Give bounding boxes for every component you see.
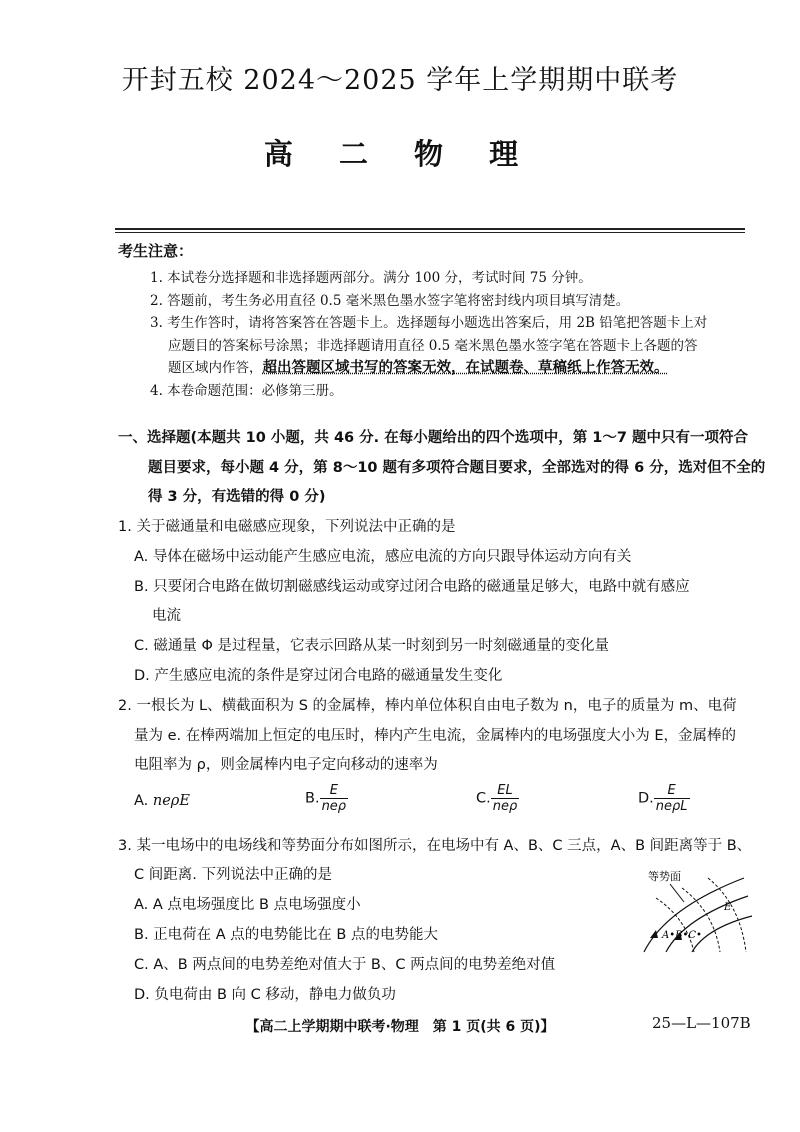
q2-option-a-expr: neρE (152, 793, 190, 809)
q2-option-b-numerator: E (320, 783, 349, 799)
header-rule-thick (115, 228, 745, 230)
notice-item-3-tail: 题区域内作答， (168, 360, 263, 376)
points-abc-label: A•B•C• (662, 930, 702, 941)
q3-option-a: A. A 点电场强度比 B 点电场强度小 (134, 897, 361, 913)
arrow-head-1 (650, 930, 658, 938)
exam-code: 25—L—107B (652, 1014, 751, 1032)
field-line-2 (666, 896, 748, 952)
q1-option-b: B. 只要闭合电路在做切割磁感线运动或穿过闭合电路的磁通量足够大，电路中就有感应 (134, 579, 690, 595)
q3-option-d: D. 负电荷由 B 向 C 移动，静电力做负功 (134, 987, 396, 1003)
notice-item-1: 1. 本试卷分选择题和非选择题两部分。满分 100 分，考试时间 75 分钟。 (150, 270, 592, 286)
section-intro-line3: 得 3 分，有选错的得 0 分) (148, 489, 326, 505)
header-rule-thin (115, 232, 745, 233)
q1-stem: 1. 关于磁通量和电磁感应现象，下列说法中正确的是 (118, 519, 456, 535)
label-pointer-line (670, 884, 684, 902)
q2-option-d-numerator: E (654, 783, 690, 799)
equipotential-3 (708, 878, 746, 952)
q1-option-a: A. 导体在磁场中运动能产生感应电流，感应电流的方向只跟导体运动方向有关 (134, 549, 632, 565)
q2-option-b-fraction (320, 783, 349, 814)
q2-stem-line1: 2. 一根长为 L、横截面积为 S 的金属棒，棒内单位体积自由电子数为 n，电子的质量为 m、电荷 (118, 698, 737, 714)
notice-item-2: 2. 答题前，考生务必用直径 0.5 毫米黑色墨水签字笔将密封线内项目填写清楚。 (150, 293, 630, 309)
exam-title: 开封五校 2024～2025 学年上学期期中联考 (121, 65, 679, 96)
q2-stem-line2: 量为 e. 在棒两端加上恒定的电压时，棒内产生电流，金属棒内的电场强度大小为 E，金属棒的 (134, 728, 737, 744)
field-diagram (636, 868, 758, 954)
subject-title: 高 二 物 理 (263, 137, 537, 171)
q2-option-c-label: C. (476, 790, 491, 807)
q2-option-a (134, 793, 190, 809)
q2-option-c-fraction (491, 783, 520, 814)
q2-stem-line3: 电阻率为 ρ，则金属棒内电子定向移动的速率为 (134, 757, 438, 773)
q2-option-d-label: D. (638, 790, 654, 807)
q2-option-d-fraction (654, 783, 690, 814)
q2-option-c (476, 783, 519, 814)
notice-item-3-cont: 应题目的答案标号涂黑；非选择题请用直径 0.5 毫米黑色墨水签字笔在答题卡上各题的答 (168, 338, 698, 354)
q1-option-c: C. 磁通量 Φ 是过程量，它表示回路从某一时刻到另一时刻磁通量的变化量 (134, 638, 609, 654)
notice-heading: 考生注意： (118, 242, 194, 260)
q2-option-d (638, 783, 690, 814)
q1-option-d: D. 产生感应电流的条件是穿过闭合电路的磁通量发生变化 (134, 668, 503, 684)
q2-option-b (305, 783, 348, 814)
q2-option-a-label: A. (134, 793, 149, 809)
notice-emphasis: 超出答题区域书写的答案无效，在试题卷、草稿纸上作答无效。 (262, 360, 669, 376)
q2-option-b-denominator: neρ (321, 799, 347, 814)
q3-option-b: B. 正电荷在 A 点的电势能比在 B 点的电势能大 (134, 927, 438, 943)
field-e-label: E (724, 902, 732, 913)
section-intro-line1: 一、选择题(本题共 10 小题，共 46 分. 在每小题给出的四个选项中，第 1～7 题中只有一项符合 (118, 430, 749, 446)
q2-option-b-label: B. (305, 790, 320, 807)
q1-option-b-cont: 电流 (152, 608, 181, 624)
notice-item-3-cont2 (168, 356, 669, 377)
q3-stem-line1: 3. 某一电场中的电场线和等势面分布如图所示，在电场中有 A、B、C 三点，A、B 间距离等于 B、 (118, 838, 752, 854)
notice-item-4: 4. 本卷命题范围：必修第三册。 (150, 383, 343, 399)
q3-stem-line2: C 间距离. 下列说法中正确的是 (134, 867, 332, 883)
q3-option-c: C. A、B 两点间的电势差绝对值大于 B、C 两点间的电势差绝对值 (134, 957, 556, 973)
page-footer: 【高二上学期期中联考·物理 第 1 页(共 6 页)】 (245, 1019, 555, 1035)
q2-option-c-denominator: neρ (492, 799, 518, 814)
section-intro-line2: 题目要求，每小题 4 分，第 8～10 题有多项符合题目要求，全部选对的得 6 分，选对但不全的 (148, 460, 766, 476)
q2-option-c-numerator: EL (491, 783, 520, 799)
equipotential-label: 等势面 (648, 870, 681, 883)
q2-option-d-denominator: neρL (655, 799, 688, 814)
notice-item-3: 3. 考生作答时，请将答案答在答题卡上。选择题每小题选出答案后，用 2B 铅笔把答题卡上对 (150, 315, 708, 331)
